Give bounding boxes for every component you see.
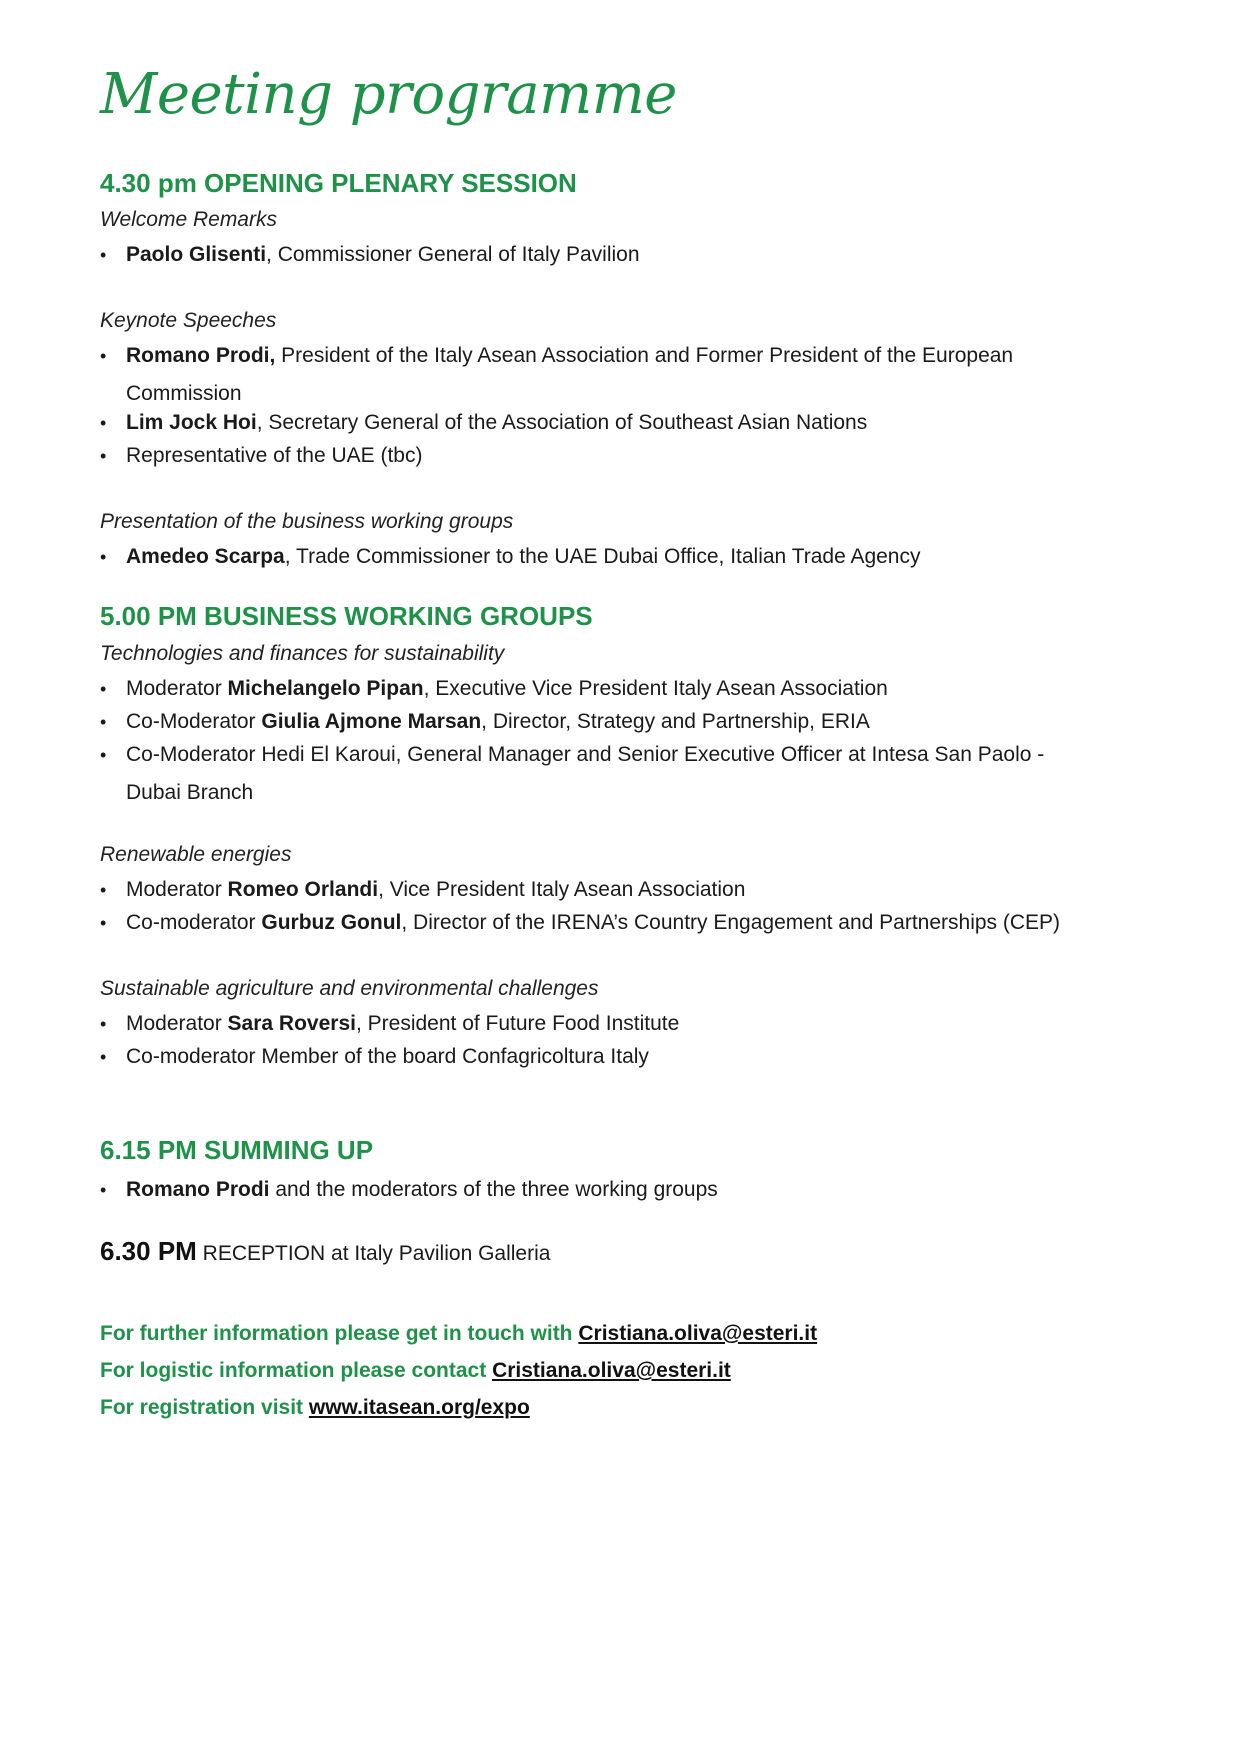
bullet-icon: • <box>100 679 107 699</box>
further-info-email-link[interactable]: Cristiana.oliva@esteri.it <box>578 1322 818 1345</box>
reception-text: RECEPTION at Italy Pavilion Galleria <box>196 1242 551 1265</box>
bullet-icon: • <box>100 1180 107 1200</box>
registration-link[interactable]: www.itasean.org/expo <box>308 1396 530 1419</box>
opening-session-heading: 4.30 pm OPENING PLENARY SESSION <box>100 168 577 198</box>
working-groups-heading: 5.00 PM BUSINESS WORKING GROUPS <box>100 601 593 631</box>
page-title: Meeting programme <box>100 62 677 127</box>
reception-time: 6.30 PM <box>100 1236 197 1266</box>
list-item: • Romano Prodi and the moderators of the three working groups <box>100 1171 718 1209</box>
list-item: • Co-Moderator Hedi El Karoui, General Manager and Senior Executive Officer at Intesa San Paolo - Dubai Branch <box>100 736 1044 811</box>
bullet-icon: • <box>100 712 107 732</box>
bullet-icon: • <box>100 413 107 433</box>
bullet-icon: • <box>100 1014 107 1034</box>
list-item: • Romano Prodi, President of the Italy Asean Association and Former President of the European Commission <box>100 337 1013 412</box>
list-item: • Co-moderator Gurbuz Gonul, Director of the IRENA’s Country Engagement and Partnerships (CEP) <box>100 904 1060 942</box>
list-item: • Moderator Michelangelo Pipan, Executive Vice President Italy Asean Association <box>100 670 888 708</box>
logistic-info-line: For logistic information please contact Cristiana.oliva@esteri.it <box>100 1359 731 1382</box>
list-item: • Paolo Glisenti, Commissioner General of Italy Pavilion <box>100 236 640 274</box>
tech-group-label: Technologies and finances for sustainability <box>100 642 505 665</box>
keynote-speeches-label: Keynote Speeches <box>100 309 277 332</box>
registration-line: For registration visit www.itasean.org/expo <box>100 1396 530 1419</box>
list-item: • Moderator Romeo Orlandi, Vice President Italy Asean Association <box>100 871 745 909</box>
list-item: • Amedeo Scarpa, Trade Commissioner to the UAE Dubai Office, Italian Trade Agency <box>100 538 921 576</box>
bullet-icon: • <box>100 913 107 933</box>
further-info-line: For further information please get in touch with Cristiana.oliva@esteri.it <box>100 1322 818 1345</box>
list-item: • Representative of the UAE (tbc) <box>100 437 422 475</box>
bullet-icon: • <box>100 1047 107 1067</box>
bullet-icon: • <box>100 245 107 265</box>
renewable-group-label: Renewable energies <box>100 843 292 866</box>
summing-up-heading: 6.15 PM SUMMING UP <box>100 1135 374 1165</box>
agri-group-label: Sustainable agriculture and environmental challenges <box>100 977 599 1000</box>
bullet-icon: • <box>100 547 107 567</box>
list-item: • Moderator Sara Roversi, President of Future Food Institute <box>100 1005 679 1043</box>
list-item: • Lim Jock Hoi, Secretary General of the Association of Southeast Asian Nations <box>100 404 867 442</box>
presentation-label: Presentation of the business working groups <box>100 510 514 533</box>
bullet-icon: • <box>100 880 107 900</box>
logistic-info-email-link[interactable]: Cristiana.oliva@esteri.it <box>492 1359 731 1382</box>
bullet-icon: • <box>100 446 107 466</box>
welcome-remarks-label: Welcome Remarks <box>100 208 277 231</box>
bullet-icon: • <box>100 346 107 366</box>
list-item: • Co-moderator Member of the board Confagricoltura Italy <box>100 1038 649 1076</box>
list-item: • Co-Moderator Giulia Ajmone Marsan, Director, Strategy and Partnership, ERIA <box>100 703 870 741</box>
reception-line <box>100 1236 550 1267</box>
bullet-icon: • <box>100 745 107 765</box>
